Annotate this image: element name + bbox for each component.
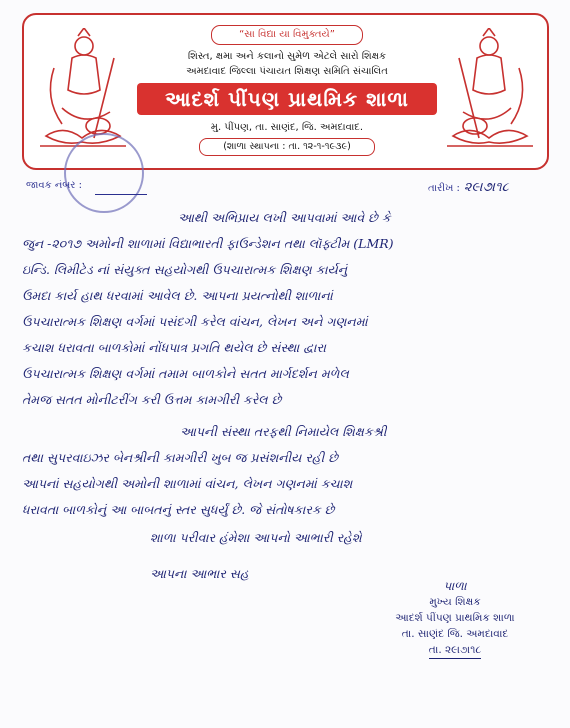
saraswati-illustration-right (441, 28, 539, 150)
school-seal-stamp (64, 133, 144, 213)
date-value: ૨૯।૭।૧૮ (463, 180, 509, 195)
inward-number-label: જાવક નંબર : (26, 180, 83, 191)
letter-date (428, 180, 509, 195)
managing-body: અમદાવાદ જિલ્લા પંચાયત શિક્ષણ સમિતિ સંચાલિત (186, 66, 388, 77)
letter-line: શાળા પરીવાર હંમેશા આપનો આભારી રહેશે (150, 530, 362, 545)
school-name-banner: આદર્શ પીંપણ પ્રાથમિક શાળા (137, 83, 437, 115)
saraswati-illustration-left (34, 28, 132, 150)
letter-line: તેમજ સતત મોનીટરીંગ કરી ઉત્તમ કામગીરી કરેલ છે (22, 392, 282, 407)
founding-date: (શાળા સ્થાપના : તા. ૧૨-૧-૧૯૩૯) (199, 138, 375, 156)
letter-line: ઉમદા કાર્ય હાથ ધરવામાં આવેલ છે. આપના પ્રયત્નોથી શાળાનાં (22, 288, 333, 303)
letter-line: ઉપચારાત્મક શિક્ષણ વર્ગમાં તમામ બાળકોને સતત માર્ગદર્શન મળેલ (22, 366, 349, 381)
letter-line: આથી અભિપ્રાય લખી આપવામાં આવે છે કે (178, 210, 391, 225)
inward-number-blank (95, 182, 147, 195)
signature: પાળા (443, 579, 467, 593)
letter-line: જુન -૨૦૧૭ અમોની શાળામાં વિદ્યાભારતી ફાઉન્ડેશન તથા લૉફ્ટીમ (LMR) (22, 236, 394, 251)
letter-line: ઇન્ડિ. લિમીટેડ નાં સંયુક્ત સહયોગથી ઉપચારાત્મક શિક્ષણ કાર્યનું (22, 262, 348, 277)
headmaster-signature-block (370, 578, 540, 659)
letter-line: ઉપચારાત્મક શિક્ષણ વર્ગમાં પસંદગી કરેલ વાંચન, લેખન અને ગણનમાં (22, 314, 368, 329)
closing-salutation: આપના આભાર સહ (150, 566, 249, 581)
school-address: મુ. પીંપણ, તા. સાણંદ, જિ. અમદાવાદ. (210, 122, 364, 133)
letter-line: કચાશ ધરાવતા બાળકોમાં નોંધપાત્ર પ્રગતિ થયેલ છે સંસ્થા દ્વારા (22, 340, 326, 355)
letter-line: તથા સુપરવાઇઝર બેનશ્રીની કામગીરી ખુબ જ પ્રસંશનીય રહી છે (22, 450, 338, 465)
signatory-school: આદર્શ પીંપણ પ્રાથમિક શાળા (395, 612, 515, 624)
motto-banner: “સા વિદ્યા યા વિમુક્તયે” (211, 25, 363, 45)
letter-line: આપની સંસ્થા તરફથી નિમાયેલ શિક્ષકશ્રી (180, 424, 387, 439)
signatory-title: મુખ્ય શિક્ષક (429, 596, 481, 608)
date-label: તારીખ : (428, 183, 460, 194)
signatory-location: તા. સાણંદ જિ. અમદાવાદ (401, 628, 509, 640)
letter-line: ધરાવતા બાળકોનું આ બાબતનું સ્તર સુધર્યું છે. જે સંતોષકારક છે (22, 502, 335, 517)
signature-date: તા. ૨૯।૭।૧૮ (429, 642, 481, 659)
tagline: શિસ્ત, ક્ષમા અને કલાનો સુમેળ એટલે સારો શિક્ષક (187, 51, 387, 62)
letter-line: આપનાં સહયોગથી અમોની શાળામાં વાંચન, લેખન ગણનમાં કચાશ (22, 476, 353, 491)
